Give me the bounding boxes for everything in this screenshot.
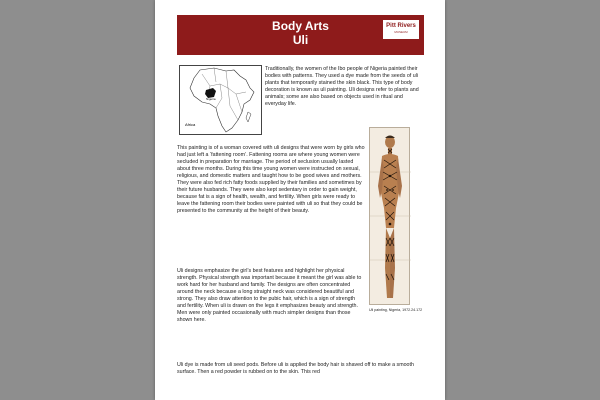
document-page — [155, 0, 445, 400]
logo-name: Pitt Rivers — [386, 23, 416, 29]
uli-painting-image — [369, 127, 410, 305]
intro-paragraph: Traditionally, the women of the Ibo people of Nigeria painted their bodies with patterns. They used a dye made from the seeds of uli plants that temporarily stained the skin black. This type of body decoration is known as uli painting. Uli designs refer to plants and animals; some are also based on objects used in ritual and everyday life. — [265, 66, 419, 107]
museum-logo — [383, 20, 419, 39]
map-label-nigeria: Nigeria — [206, 97, 216, 101]
madagascar — [246, 112, 251, 122]
page-title: Body Arts — [272, 19, 329, 33]
uli-figure-drawing — [370, 128, 411, 306]
fattening-room-paragraph: This painting is of a woman covered with uli designs that were worn by girls who had just left a ‘fattening room’. Fattening rooms are where young women were secluded in preparation for marriage. The period of seclusion usually lasted about three months. During this time young women were instructed on sexual, religious, and domestic matters and taught how to be good wives and mothers. They were also fed rich fatty foods supplied by their families and sometimes by their future husbands. They were also kept sedentary in order to gain weight, because fat is a sign of health, wealth, and fertility. When girls were ready to leave the fattening room their bodies were painted with uli so that they could be presented to the community at the height of their beauty. — [177, 145, 365, 214]
uli-designs-paragraph: Uli designs emphasize the girl’s best features and highlight her physical strength. Physical strength was important because it meant the girl was able to work hard for her husband and family. The designs are often concentrated around the neck because a long straight neck was considered beautiful and strong. They also draw attention to the pubic hair, which is a sign of strength and fertility. When uli is drawn on the legs it emphasizes beauty and strength. Men were only painted occasionally with much simpler designs than those shown here. — [177, 268, 362, 323]
image-caption: Uli painting, Nigeria, 1972.24.172 — [369, 308, 423, 312]
logo-subtext: MUSEUM — [394, 30, 408, 34]
africa-outline — [190, 68, 254, 132]
uli-dye-paragraph: Uli dye is made from uli seed pods. Before uli is applied the body hair is shaved off to make a smooth surface. Then a red powder is rubbed on to the skin. This red — [177, 362, 414, 375]
africa-map — [179, 65, 262, 135]
map-label-africa: Africa — [185, 122, 196, 127]
page-subtitle: Uli — [292, 33, 309, 47]
